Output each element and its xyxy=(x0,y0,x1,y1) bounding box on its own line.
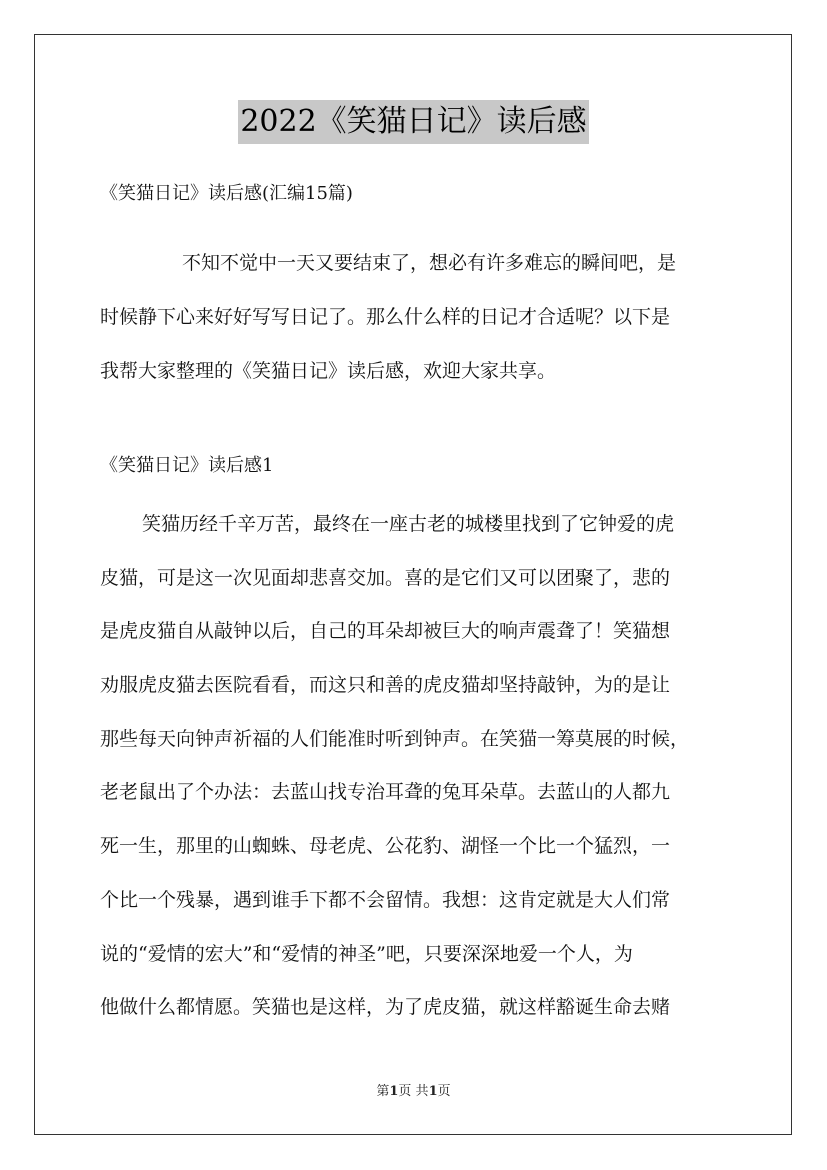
intro-paragraph xyxy=(100,236,740,398)
section-body xyxy=(100,498,740,1035)
footer-mid: 页 共 xyxy=(398,1084,429,1099)
document-title: 2022《笑猫日记》读后感 xyxy=(238,100,588,144)
body-line: 那些每天向钟声祈福的人们能准时听到钟声。在笑猫一筹莫展的时候， xyxy=(100,727,690,750)
footer-page-total: 1 xyxy=(428,1084,438,1099)
document-subtitle: 《笑猫日记》读后感(汇编15篇) xyxy=(100,183,353,204)
body-line: 他做什么都情愿。笑猫也是这样，为了虎皮猫，就这样豁诞生命去赌 xyxy=(100,996,671,1019)
body-line: 老老鼠出了个办法：去蓝山找专治耳聋的兔耳朵草。去蓝山的人都九 xyxy=(100,781,671,804)
footer-suffix: 页 xyxy=(437,1084,451,1099)
body-line: 劝服虎皮猫去医院看看，而这只和善的虎皮猫却坚持敲钟，为的是让 xyxy=(100,674,671,697)
body-line: 笑猫历经千辛万苦，最终在一座古老的城楼里找到了它钟爱的虎 xyxy=(142,513,675,535)
body-line: 个比一个残暴，遇到谁手下都不会留情。我想：这肯定就是大人们常 xyxy=(100,888,671,911)
intro-line: 不知不觉中一天又要结束了，想必有许多难忘的瞬间吧，是 xyxy=(182,252,677,274)
page-footer xyxy=(0,1083,827,1101)
intro-line: 时候静下心来好好写写日记了。那么什么样的日记才合适呢？以下是 xyxy=(100,306,671,328)
intro-line: 我帮大家整理的《笑猫日记》读后感，欢迎大家共享。 xyxy=(100,360,557,382)
body-line: 是虎皮猫自从敲钟以后，自己的耳朵却被巨大的响声震聋了！笑猫想 xyxy=(100,620,671,643)
body-line: 死一生，那里的山蜘蛛、母老虎、公花豹、湖怪一个比一个猛烈，一 xyxy=(100,835,671,858)
footer-page-number: 1 xyxy=(389,1084,399,1099)
title-container xyxy=(0,100,827,144)
body-line: 皮猫，可是这一次见面却悲喜交加。喜的是它们又可以团聚了，悲的 xyxy=(100,566,671,589)
section-heading: 《笑猫日记》读后感1 xyxy=(100,455,274,476)
body-line: 说的“爱情的宏大”和“爱情的神圣”吧，只要深深地爱一个人，为 xyxy=(100,942,633,965)
footer-prefix: 第 xyxy=(376,1084,390,1099)
